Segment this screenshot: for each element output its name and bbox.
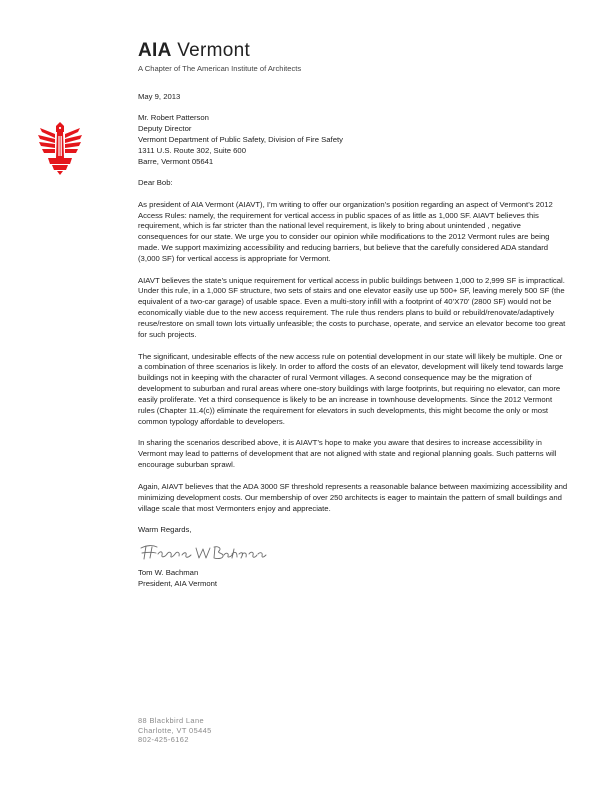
organization-name-state: Vermont xyxy=(171,40,251,61)
recipient-title: Deputy Director xyxy=(138,124,192,134)
signer-name: Tom W. Bachman xyxy=(138,568,199,578)
body-paragraph: The significant, undesirable effects of the new access rule on potential development in our state will likely be multiple. One or a combination of three scenarios is likely. In order to afford the costs of an elevator, development will likely tend towards large buildings not in keeping with the character of rural Vermont villages. A second consequence may be the migration of development to suburban and rural areas where one-story buildings with large footprints, but requiring no elevator, can more easily proliferate. Yet a third consequence is likely to be an increase in townhouse developments. Since the 2012 Vermont rules (Chapter 11.4(c)) eliminate the requirement for elevators in such developments, this might become the only or most common typology affordable to developers. xyxy=(138,351,564,426)
letter-body xyxy=(138,92,568,590)
letter-date: May 9, 2013 xyxy=(138,92,181,101)
recipient-street: 1311 U.S. Route 302, Suite 600 xyxy=(138,145,246,155)
footer-address xyxy=(138,716,212,745)
footer-phone: 802-425-6162 xyxy=(138,735,189,745)
organization-name xyxy=(138,40,250,62)
body-paragraph: AIAVT believes the state’s unique requirement for vertical access in public buildings between 1,000 to 2,999 SF is impractical. Under this rule, in a 1,000 SF structure, two sets of stairs and one elevator easily use up 500+ SF, leaving merely 500 SF (the equivalent of a two-car garage) of usable space. Even a multi-story infill with a footprint of 40’X70’ (2800 SF) would not be economically viable due to the new access requirement. The rule thus renders plans to build or rebuild/renovate/adaptively reuse/restore on small town lots virtually unfeasible; the costs to purchase, operate, and service an elevator become too great for such projects. xyxy=(138,275,566,339)
footer-street: 88 Blackbird Lane xyxy=(138,716,204,725)
organization-tagline: A Chapter of The American Institute of Architects xyxy=(138,64,302,73)
body-paragraph: In sharing the scenarios described above, it is AIAVT’s hope to make you aware that desires to increase accessibility in Vermont may lead to patterns of development that are not aligned with state and regional planning goals. Such patterns will encourage suburban sprawl. xyxy=(138,438,557,470)
recipient-name: Mr. Robert Patterson xyxy=(138,113,209,123)
body-paragraph: As president of AIA Vermont (AIAVT), I’m writing to offer our organization’s position regarding an aspect of Vermont’s 2012 Access Rules: namely, the requirement for vertical access in public spaces of as little as 1,000 SF. AIAVT believes this requirement, which is far stricter than the national level requirement, is likely to bring about unintended , negative consequences for our state. We urge you to consider our opinion while modifications to the 2012 Vermont rules are being made. We support maximizing accessibility and reducing barriers, but believe that the carefully considered ADA standard (3,000 SF) for vertical access is appropriate for Vermont. xyxy=(138,199,553,263)
salutation: Dear Bob: xyxy=(138,178,173,188)
recipient-department: Vermont Department of Public Safety, Division of Fire Safety xyxy=(138,135,343,145)
aia-logo-icon xyxy=(36,118,84,176)
body-paragraph: Again, AIAVT believes that the ADA 3000 SF threshold represents a reasonable balance between maximizing accessibility and minimizing development costs. Our membership of over 250 architects is eager to maintain the pattern of small buildings and village scale that most Vermonters enjoy and appreciate. xyxy=(138,481,568,513)
footer-city: Charlotte, VT 05445 xyxy=(138,725,212,735)
organization-name-acronym: AIA xyxy=(138,40,172,61)
handwritten-signature xyxy=(138,542,268,564)
recipient-address xyxy=(138,113,568,167)
recipient-city: Barre, Vermont 05641 xyxy=(138,156,214,166)
closing: Warm Regards, xyxy=(138,525,192,535)
signer-title: President, AIA Vermont xyxy=(138,578,218,588)
